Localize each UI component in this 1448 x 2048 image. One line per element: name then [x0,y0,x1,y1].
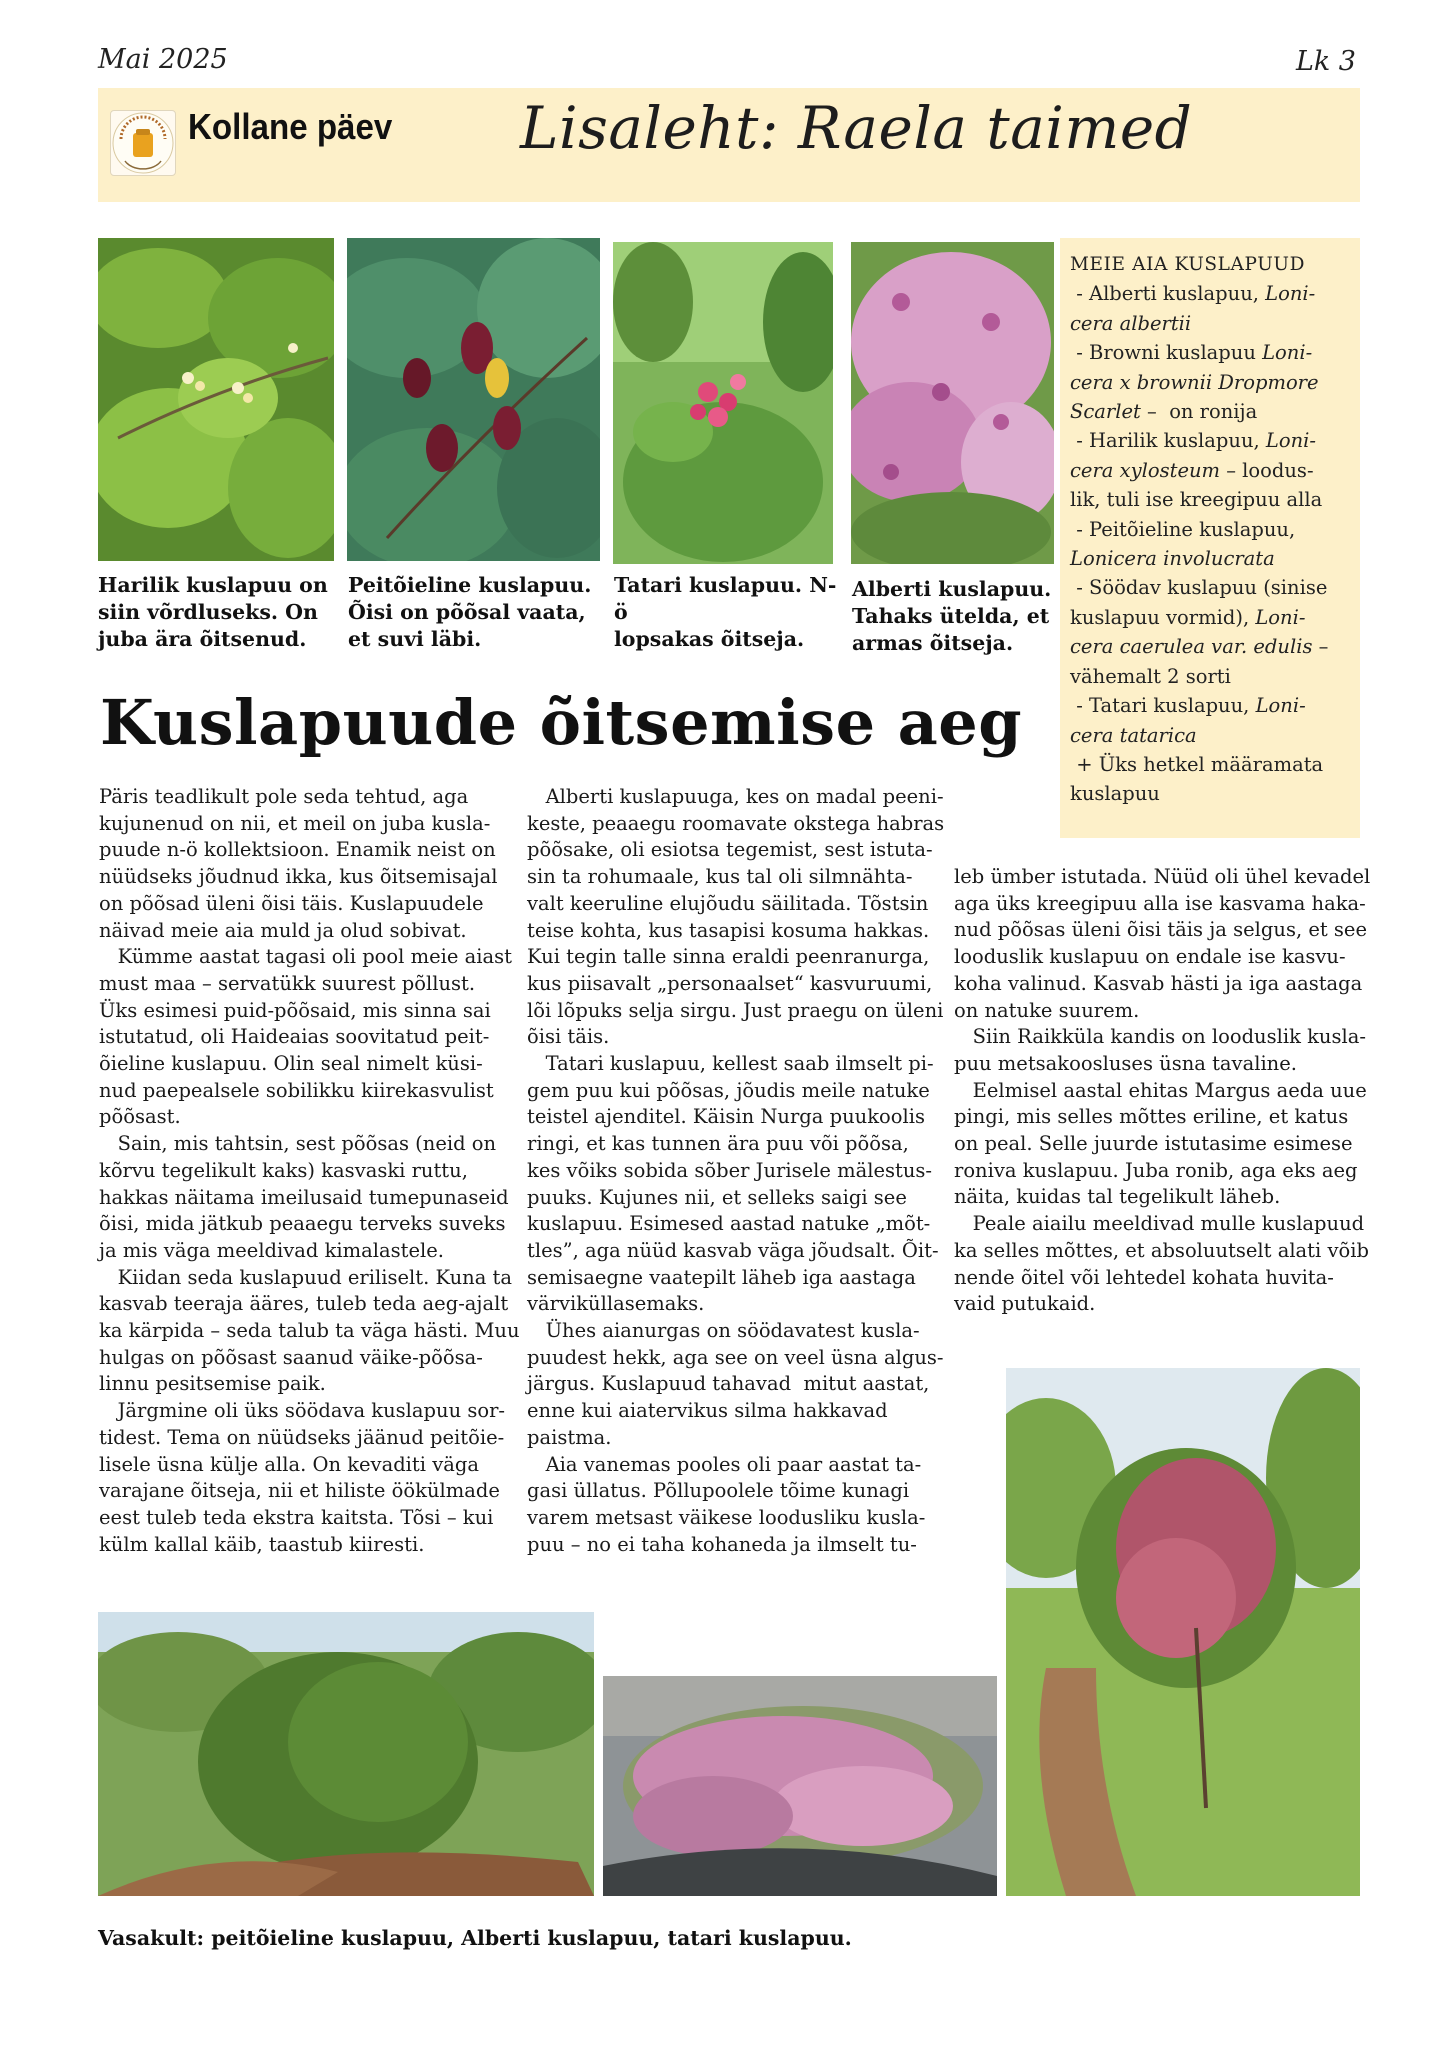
sidebar-line: - Söödav kuslapuu (sinise [1070,576,1328,600]
text-line: külm kallal käib, taastub kiiresti. [99,1532,425,1556]
photo-alberti-bush [603,1676,997,1896]
text-line: värviküllasemaks. [527,1292,705,1316]
text-line: kuslapuu. Esimesed aastad natuke „mõt- [527,1212,931,1236]
sidebar-line: - Tatari kuslapuu, Loni- [1070,694,1306,718]
text-line: Peale aiailu meeldivad mulle kuslapuud [954,1212,1365,1236]
text-line: must maa – servatükk suurest põllust. [99,971,476,995]
text-line: ringi, et kas tunnen ära puu või põõsa, [527,1132,909,1156]
text-line: õieline kuslapuu. Olin seal nimelt küsi- [99,1052,483,1076]
sidebar-line: - Harilik kuslapuu, Loni- [1070,429,1316,453]
sidebar-line: - Peitõieline kuslapuu, [1070,517,1296,541]
text-line: põõsake, oli esiotsa tegemist, sest istuta- [527,838,933,862]
text-line: paistma. [527,1425,612,1449]
photo-caption-3: Tatari kuslapuu. N-ö lopsakas õitseja. [614,573,837,651]
page-title: Lisaleht: Raela taimed [520,94,1193,162]
text-line: Päris teadlikult pole seda tehtud, aga [99,785,469,808]
text-line: ka kärpida – seda talub ta väga hästi. Muu [99,1319,520,1343]
text-line: hulgas on põõsast saanud väike-põõsa- [99,1345,483,1369]
text-line: puudest hekk, aga see on veel üsna algus- [527,1345,944,1369]
photo-alberti-kuslapuu [851,242,1054,564]
text-line: puuks. Kujunes nii, et selleks saigi see [527,1185,907,1209]
text-line: linnu pesitsemise paik. [99,1372,326,1396]
sidebar-lines [1070,279,1350,808]
text-line: teistel ajenditel. Käisin Nurga puukoolis [527,1105,925,1129]
text-line: vaid putukaid. [954,1292,1096,1316]
issue-date: Mai 2025 [98,44,228,75]
article-column-1 [99,784,519,1558]
photo-tatari-bush [1006,1368,1360,1896]
text-line: näivad meie aia muld ja olud sobivat. [99,918,467,942]
text-line: looduslik kuslapuu on endale ise kasvu- [954,945,1346,969]
text-line: tidest. Tema on nüüdseks jäänud peitõie- [99,1425,505,1449]
bottom-photo-caption: Vasakult: peitõieline kuslapuu, Alberti kuslapuu, tatari kuslapuu. [98,1926,852,1950]
text-line: gasi üllatus. Põllupoolele tõime kunagi [527,1479,910,1503]
text-line: teise kohta, kus tasapisi kosuma hakkas. [527,918,930,942]
text-line: nud paepealsele sobilikku kiirekasvulist [99,1078,494,1102]
photo-harilik-kuslapuu [98,238,334,561]
text-line: varem metsast väikese loodusliku kusla- [527,1505,926,1529]
text-line: Kiidan seda kuslapuud eriliselt. Kuna ta [99,1265,513,1289]
text-line: on põõsad üleni õisi täis. Kuslapuudele [99,891,484,915]
photo-caption-4: Alberti kuslapuu. Tahaks ütelda, et armas õitseja. [852,577,1052,655]
text-line: gem puu kui põõsas, jõudis meile natuke [527,1078,930,1102]
sidebar-line: vähemalt 2 sorti [1070,664,1231,688]
text-line: kasvab teeraja ääres, tuleb teda aeg-ajalt [99,1292,509,1316]
text-line: näita, kuidas tal tegelikult läheb. [954,1185,1281,1209]
sidebar-line: lik, tuli ise kreegipuu alla [1070,488,1323,512]
text-line: semisaegne vaatepilt läheb iga aastaga [527,1265,916,1289]
text-line: õisi täis. [527,1025,610,1049]
photo-caption-2: Peitõieline kuslapuu. Õisi on põõsal vaata, et suvi läbi. [348,573,592,651]
text-line: roniva kuslapuu. Juba ronib, aga eks aeg [954,1158,1358,1182]
sidebar-line: cera tatarica [1070,723,1197,747]
article-headline: Kuslapuude õitsemise aeg [100,686,1023,759]
article-column-3 [954,864,1371,1318]
text-line: enne kui aiatervikus silma hakkavad [527,1399,888,1423]
text-line: puude n-ö kollektsioon. Enamik neist on [99,838,496,862]
text-line: Aia vanemas pooles oli paar aastat ta- [527,1452,922,1476]
photo-caption-1: Harilik kuslapuu on siin võrdluseks. On juba ära õitsenud. [98,573,328,651]
text-line: istutatud, oli Haideaias soovitatud peit- [99,1025,490,1049]
text-line: lõi lõpuks selja sirgu. Just praegu on üleni [527,998,944,1022]
text-line: Ühes aianurgas on söödavatest kusla- [527,1319,920,1343]
text-line: on peal. Selle juurde istutasime esimese [954,1132,1353,1156]
page-number: Lk 3 [1295,46,1356,77]
sidebar-line: cera xylosteum – loodus- [1070,458,1314,482]
text-line: sin ta rohumaale, kus tal oli silmnähta- [527,865,913,889]
photo-tatari-kuslapuu [613,242,833,564]
text-line: nud põõsas üleni õisi täis ja selgus, et see [954,918,1368,942]
sidebar-line: kuslapuu [1070,782,1160,806]
masthead-banner [98,88,1360,202]
sidebar-line: cera caerulea var. edulis – [1070,635,1329,659]
text-line: õisi, mida jätkub peaaegu terveks suveks [99,1212,506,1236]
text-line: Sain, mis tahtsin, sest põõsas (neid on [99,1132,497,1156]
text-line: Eelmisel aastal ehitas Margus aeda uue [954,1078,1367,1102]
text-line: lisele üsna külje alla. On kevaditi väga [99,1452,479,1476]
text-line: kes võiks sobida sõber Jurisele mälestus- [527,1158,932,1182]
text-line: nende õitel või lehtedel kohata huvita- [954,1265,1334,1289]
text-line: koha valinud. Kasvab hästi ja iga aastaga [954,971,1363,995]
sidebar-line: Lonicera involucrata [1070,547,1275,571]
sidebar-line: - Alberti kuslapuu, Loni- [1070,282,1316,306]
text-line: Tatari kuslapuu, kellest saab ilmselt pi- [527,1052,934,1076]
text-line: kõrvu tegelikult kaks) kasvaski ruttu, [99,1158,468,1182]
text-line: põõsast. [99,1105,181,1129]
sidebar-line: + Üks hetkel määramata [1070,752,1324,776]
sidebar-species-list [1060,238,1360,838]
brand-name: Kollane päev [188,106,393,147]
text-line: Kümme aastat tagasi oli pool meie aiast [99,945,512,969]
sidebar-line: Scarlet – on ronija [1070,400,1258,424]
text-line: järgus. Kuslapuud tahavad mitut aastat, [527,1372,930,1396]
text-line: ja mis väga meeldivad kimalastele. [99,1238,444,1262]
sidebar-line: cera x brownii Dropmore [1070,370,1319,394]
text-line: Siin Raikküla kandis on looduslik kusla- [954,1025,1366,1049]
text-line: valt keeruline elujõudu säilitada. Tõstsin [527,891,929,915]
photo-peitoieline-kuslapuu [347,238,600,561]
text-line: kujunenud on nii, et meil on juba kusla- [99,811,491,835]
text-line: Üks esimesi puid-põõsaid, mis sinna sai [99,998,491,1022]
text-line: varajane õitseja, nii et hiliste öökülmade [99,1479,500,1503]
text-line: puu metsakoosluses üsna tavaline. [954,1051,1297,1075]
text-line: nüüdseks jõudnud ikka, kus õitsemisajal [99,865,498,889]
text-line: tles”, aga nüüd kasvab väga jõudsalt. Õit- [527,1238,939,1262]
text-line: on natuke suurem. [954,998,1140,1022]
text-line: keste, peaaegu roomavate okstega habras [527,811,945,835]
logo-icon [110,110,176,176]
photo-peitoieline-bush [98,1612,594,1896]
article-column-2 [527,784,947,1558]
sidebar-line: cera albertii [1070,311,1192,335]
sidebar-line: kuslapuu vormid), Loni- [1070,605,1306,629]
text-line: Alberti kuslapuuga, kes on madal peeni- [527,785,944,808]
text-line: eest tuleb teda ekstra kaitsta. Tõsi – kui [99,1505,494,1529]
text-line: aga üks kreegipuu alla ise kasvama haka- [954,891,1366,915]
text-line: leb ümber istutada. Nüüd oli ühel kevadel [954,865,1371,888]
text-line: Kui tegin talle sinna eraldi peenranurga, [527,945,930,969]
text-line: hakkas näitama imeilusaid tumepunaseid [99,1185,509,1209]
sidebar-title: MEIE AIA KUSLAPUUD [1070,254,1306,275]
text-line: pingi, mis selles mõttes eriline, et katus [954,1105,1349,1129]
text-line: puu – no ei taha kohaneda ja ilmselt tu- [527,1532,917,1556]
sidebar-line: - Browni kuslapuu Loni- [1070,341,1313,365]
text-line: ka selles mõttes, et absoluutselt alati võib [954,1238,1369,1262]
text-line: kus piisavalt „personaalset“ kasvuruumi, [527,971,933,995]
text-line: Järgmine oli üks söödava kuslapuu sor- [99,1399,505,1423]
